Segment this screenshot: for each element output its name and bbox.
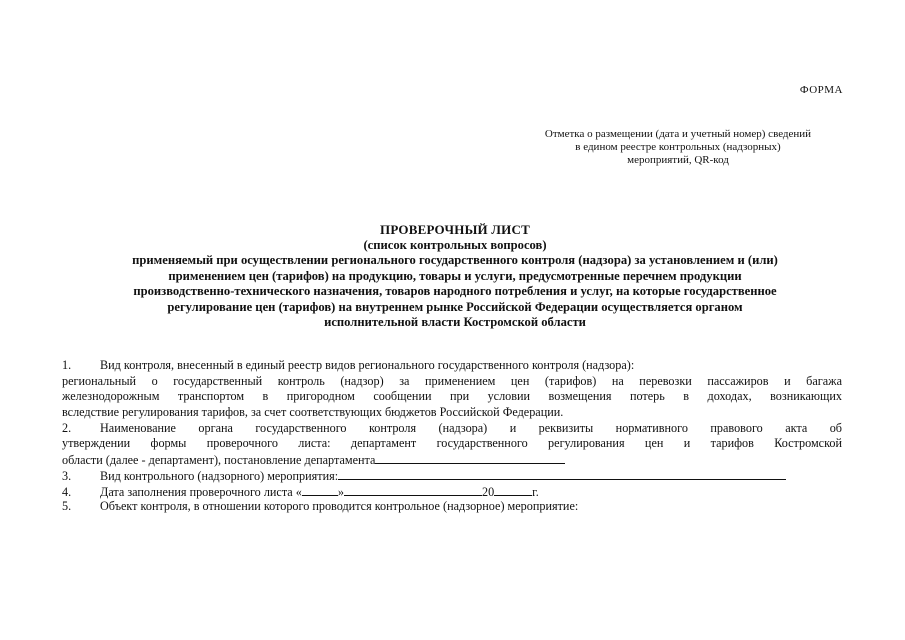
item-2-line: [62, 452, 842, 468]
item-number: 4.: [62, 484, 72, 499]
item-4: [62, 484, 842, 500]
heading-line: производственно-технического назначения, товаров народного потребления и услуг, на которые государственное: [133, 284, 777, 298]
form-label: ФОРМА: [799, 84, 843, 96]
item-2: [62, 421, 842, 437]
document-heading: [55, 222, 855, 331]
document-title: ПРОВЕРОЧНЫЙ ЛИСТ: [380, 222, 530, 237]
registry-note-line: мероприятий, QR-код: [627, 154, 729, 166]
item-1-line: региональный о государственный контроль (надзор) за применением цен (тарифов) на перевозки пассажиров и багажа: [62, 373, 842, 388]
date-month-blank[interactable]: [344, 484, 482, 496]
registry-note-line: Отметка о размещении (дата и учетный номер) сведений: [544, 128, 812, 140]
measure-type-blank[interactable]: [338, 468, 786, 480]
date-year-blank[interactable]: [494, 484, 532, 496]
item-text: Вид контрольного (надзорного) мероприятия:: [100, 468, 339, 483]
item-number: 3.: [62, 468, 72, 483]
heading-line: применяемый при осуществлении регионального государственного контроля (надзора) за установлением и (или): [132, 253, 778, 267]
item-number: 1.: [62, 358, 72, 372]
date-day-blank[interactable]: [302, 484, 338, 496]
registry-note: [513, 128, 843, 167]
heading-line: регулирование цен (тарифов) на внутреннем рынке Российской Федерации осуществляется органом: [167, 299, 743, 314]
item-text: Вид контроля, внесенный в единый реестр видов регионального государственного контроля (надзора):: [100, 358, 635, 372]
document-subtitle: (список контрольных вопросов): [363, 237, 547, 252]
item-1-line: вследствие регулирования тарифов, за счет соответствующих бюджетов Российской Федерации.: [62, 405, 564, 420]
item-5: [62, 499, 842, 515]
item-text: Объект контроля, в отношении которого проводится контрольное (надзорное) мероприятие:: [100, 499, 579, 514]
date-prefix: Дата заполнения проверочного листа «: [100, 484, 302, 499]
resolution-blank[interactable]: [375, 452, 565, 464]
item-1-line: железнодорожным транспортом в пригородном сообщении при условии возмещения потерь в доходах, возникающих: [62, 389, 842, 404]
heading-line: исполнительной власти Костромской области: [324, 315, 586, 329]
date-year-prefix: 20: [481, 484, 495, 499]
heading-line: применением цен (тарифов) на продукцию, товары и услуги, предусмотренные перечнем продукции: [168, 268, 742, 283]
item-text: области (далее - департамент), постановление департамента: [62, 453, 376, 468]
item-text: Наименование органа государственного контроля (надзора) и реквизиты нормативного правового акта об: [100, 420, 842, 435]
item-2-line: утверждении формы проверочного листа: департамент государственного регулирования цен и тарифов Костромской: [62, 436, 842, 451]
item-number: 5.: [62, 499, 72, 514]
item-1: [62, 358, 842, 374]
date-quote: »: [337, 484, 344, 499]
item-number: 2.: [62, 420, 72, 435]
date-suffix: г.: [532, 484, 539, 499]
item-3: [62, 468, 842, 484]
registry-note-line: в едином реестре контрольных (надзорных): [575, 141, 781, 153]
document-body: [62, 358, 842, 515]
